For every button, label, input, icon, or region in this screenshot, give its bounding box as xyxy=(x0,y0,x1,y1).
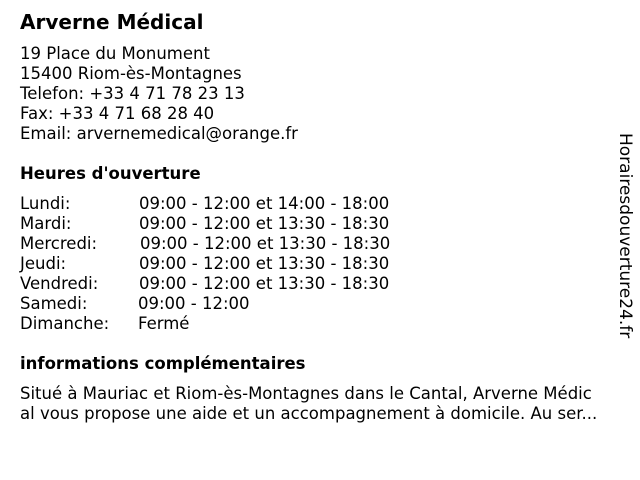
description-line: Situé à Mauriac et Riom-ès-Montagnes dans le Cantal, Arverne Médic xyxy=(20,384,592,403)
time-value: 09:00 - 12:00 et 13:30 - 18:30 xyxy=(139,214,390,233)
description-line: al vous propose une aide et un accompagnement à domicile. Au ser... xyxy=(20,404,598,423)
business-name: Arverne Médical xyxy=(20,10,204,34)
opening-hours-heading: Heures d'ouverture xyxy=(20,164,201,183)
day-label: Lundi: xyxy=(20,194,71,213)
day-label: Vendredi: xyxy=(20,274,99,293)
time-value: 09:00 - 12:00 et 13:30 - 18:30 xyxy=(140,234,391,253)
time-value: Fermé xyxy=(138,314,190,333)
watermark-container xyxy=(610,133,640,345)
additional-info-heading: informations complémentaires xyxy=(20,354,306,373)
day-label: Mardi: xyxy=(20,214,72,233)
time-value: 09:00 - 12:00 xyxy=(138,294,250,313)
address-street: 19 Place du Monument xyxy=(20,44,210,63)
fax-number: Fax: +33 4 71 68 28 40 xyxy=(20,104,215,123)
site-watermark: Horairesdouverture24.fr xyxy=(615,133,635,339)
day-label: Jeudi: xyxy=(20,254,67,273)
phone-number: Telefon: +33 4 71 78 23 13 xyxy=(20,84,245,103)
contact-block xyxy=(20,44,298,144)
day-label: Dimanche: xyxy=(20,314,110,333)
day-label: Mercredi: xyxy=(20,234,98,253)
time-value: 09:00 - 12:00 et 13:30 - 18:30 xyxy=(139,274,390,293)
time-value: 09:00 - 12:00 et 13:30 - 18:30 xyxy=(139,254,390,273)
address-city: 15400 Riom-ès-Montagnes xyxy=(20,64,242,83)
additional-info-text xyxy=(20,384,632,424)
time-value: 09:00 - 12:00 et 14:00 - 18:00 xyxy=(139,194,390,213)
email-address: Email: arvernemedical@orange.fr xyxy=(20,124,298,143)
day-label: Samedi: xyxy=(20,294,88,313)
